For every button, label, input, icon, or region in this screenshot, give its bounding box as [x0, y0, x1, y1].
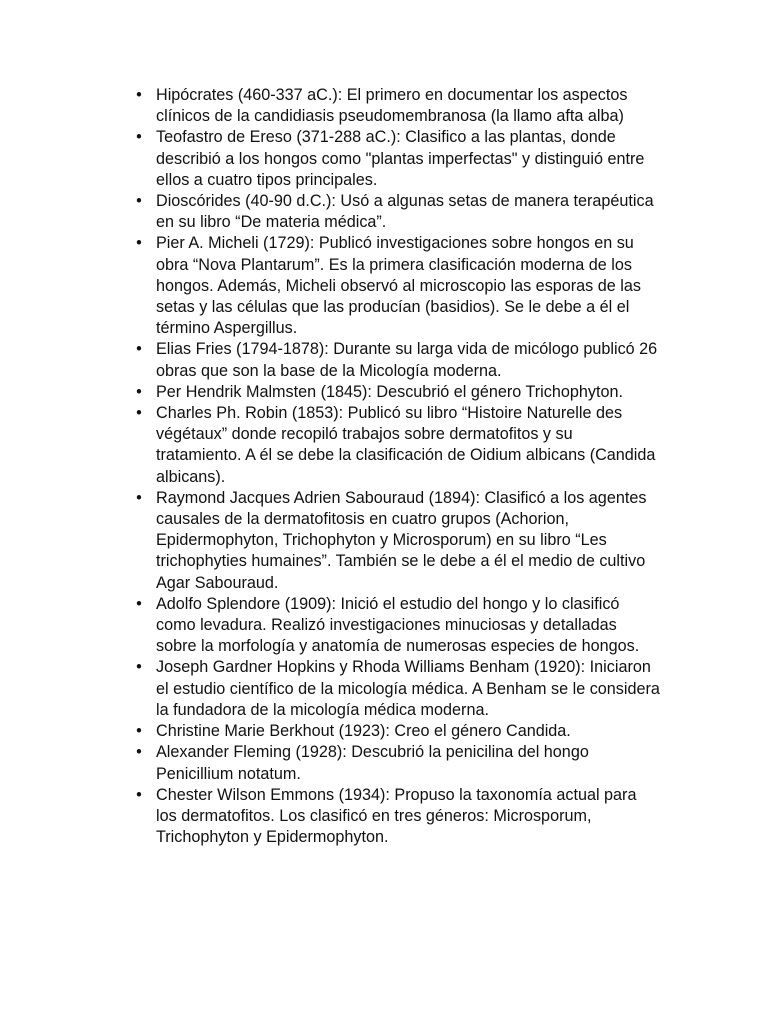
bullet-icon: •	[136, 785, 142, 804]
list-item-text: Per Hendrik Malmsten (1845): Descubrió el género Trichophyton.	[156, 382, 623, 401]
list-item	[131, 657, 661, 721]
list-item-text: Raymond Jacques Adrien Sabouraud (1894): Clasificó a los agentes causales de la dermatofitosis en cuatro grupos (Achorion, Epidermophyton, Trichophyton y Microsporum) en su libro “Les trichophyties humaines”. También se le debe a él el medio de cultivo Agar Sabouraud.	[156, 488, 647, 592]
list-item	[131, 594, 661, 658]
bullet-icon: •	[136, 488, 142, 507]
list-item-text: Alexander Fleming (1928): Descubrió la penicilina del hongo Penicillium notatum.	[156, 743, 589, 783]
history-bullet-list	[131, 85, 661, 848]
list-item-text: Christine Marie Berkhout (1923): Creo el género Candida.	[156, 722, 571, 741]
list-item	[131, 339, 661, 381]
list-item	[131, 488, 661, 594]
bullet-icon: •	[136, 594, 142, 613]
list-item-text: Teofastro de Ereso (371-288 aC.): Clasifico a las plantas, donde describió a los hongos como "plantas imperfectas" y distinguió entre ellos a cuatro tipos principales.	[156, 128, 645, 189]
list-item-text: Elias Fries (1794-1878): Durante su larga vida de micólogo publicó 26 obras que son la base de la Micología moderna.	[156, 340, 658, 380]
bullet-icon: •	[136, 743, 142, 762]
list-item-text: Hipócrates (460-337 aC.): El primero en documentar los aspectos clínicos de la candidiasis pseudomembranosa (la llamo afta alba)	[156, 86, 628, 126]
bullet-icon: •	[136, 658, 142, 677]
list-item	[131, 785, 661, 849]
list-item-text: Chester Wilson Emmons (1934): Propuso la taxonomía actual para los dermatofitos. Los clasificó en tres géneros: Microsporum, Trichophyton y Epidermophyton.	[156, 785, 637, 847]
bullet-icon: •	[136, 382, 142, 401]
list-item	[131, 403, 661, 488]
list-item-text: Charles Ph. Robin (1853): Publicó su libro “Histoire Naturelle des végétaux” donde recopiló trabajos sobre dermatofitos y su tratamiento. A él se debe la clasificación de Oidium albicans (Candida albicans).	[156, 404, 656, 486]
bullet-icon: •	[136, 722, 142, 741]
list-item-text: Dioscórides (40-90 d.C.): Usó a algunas setas de manera terapéutica en su libro “De materia médica”.	[156, 192, 654, 232]
bullet-icon: •	[136, 340, 142, 359]
bullet-icon: •	[136, 234, 142, 253]
list-item	[131, 382, 661, 403]
list-item	[131, 721, 661, 742]
list-item-text: Adolfo Splendore (1909): Inició el estudio del hongo y lo clasificó como levadura. Realizó investigaciones minuciosas y detalladas sobre la morfología y anatomía de numerosas especies de hongos.	[156, 594, 640, 656]
list-item	[131, 127, 661, 191]
bullet-icon: •	[136, 404, 142, 423]
list-item	[131, 233, 661, 339]
bullet-icon: •	[136, 86, 142, 104]
list-item	[131, 191, 661, 233]
bullet-icon: •	[136, 128, 142, 147]
list-item	[131, 742, 661, 784]
list-item-text: Pier A. Micheli (1729): Publicó investigaciones sobre hongos en su obra “Nova Plantarum”. Es la primera clasificación moderna de los hongos. Además, Micheli observó al microscopio las esporas de las setas y las células que las producían (basidios). Se le debe a él el término Aspergillus.	[156, 234, 641, 338]
list-item	[131, 85, 661, 127]
bullet-icon: •	[136, 192, 142, 211]
list-item-text: Joseph Gardner Hopkins y Rhoda Williams Benham (1920): Iniciaron el estudio científico de la micología médica. A Benham se le considera la fundadora de la micología médica moderna.	[156, 658, 660, 719]
